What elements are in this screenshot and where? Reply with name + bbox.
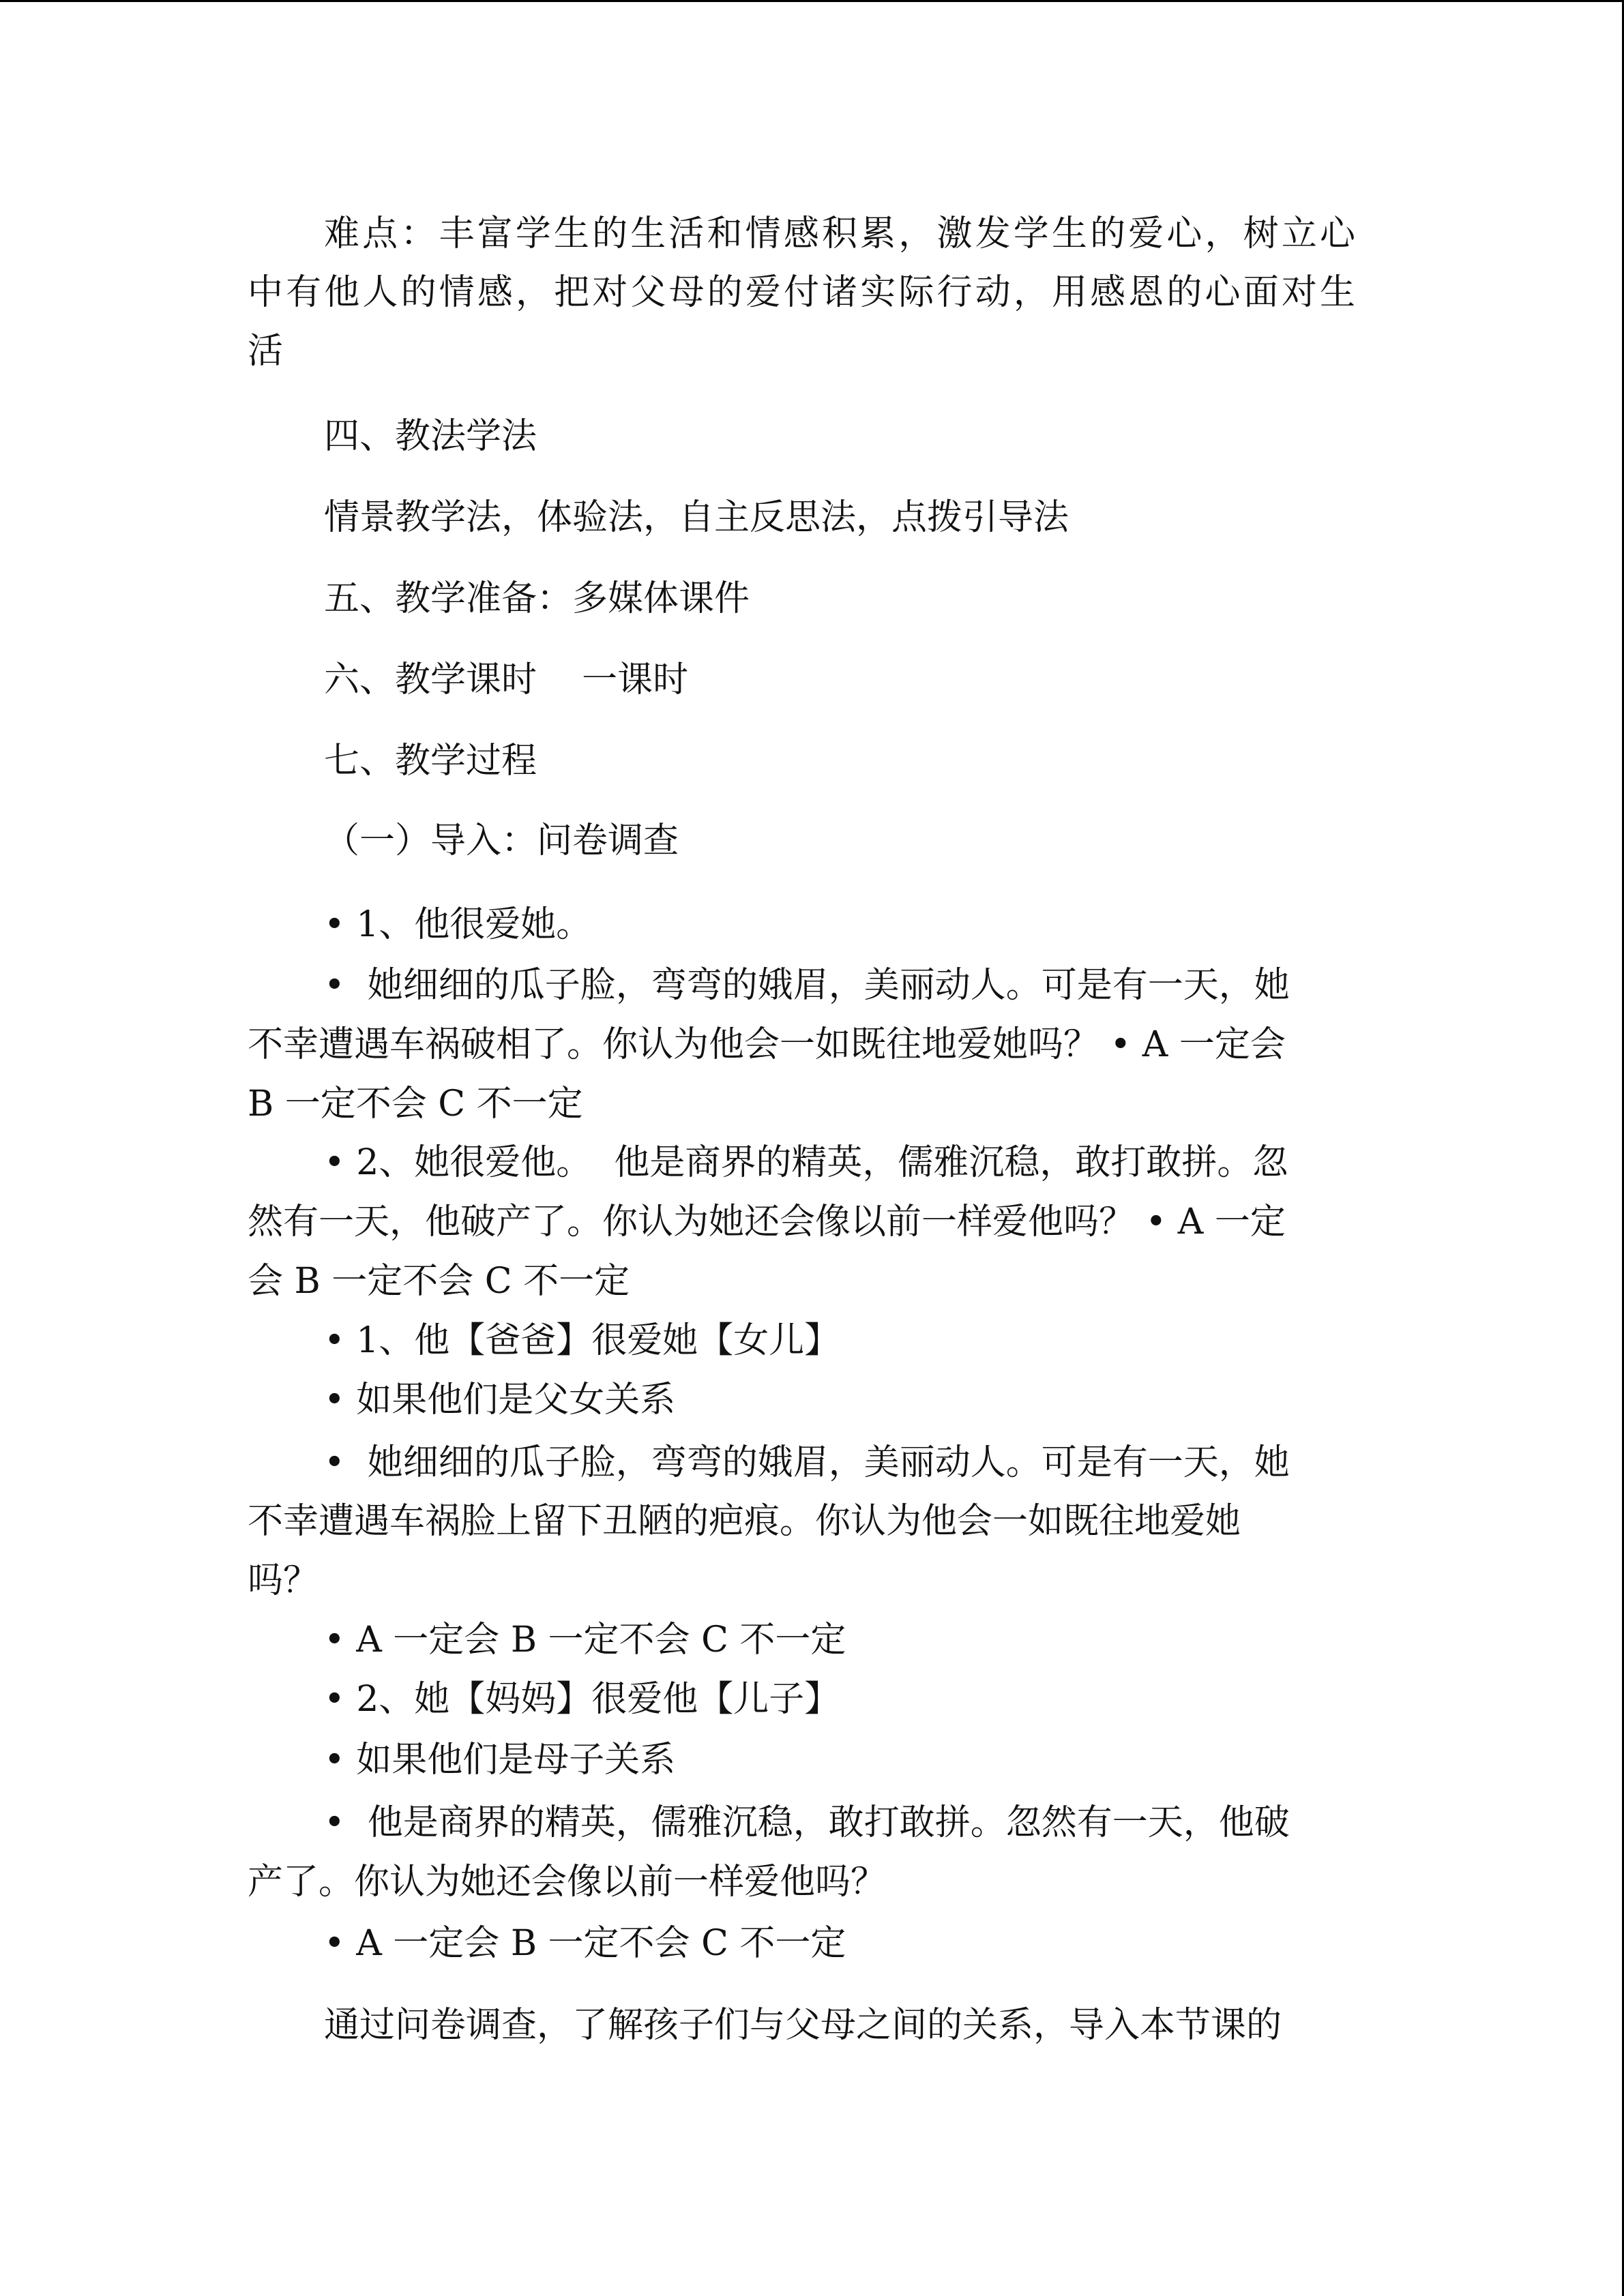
text-line: 情景教学法，体验法，自主反思法，点拨引导法 xyxy=(324,497,1069,538)
list-item: • 2、她【妈妈】很爱他【儿子】 xyxy=(324,1679,840,1720)
text-line: 产了。你认为她还会像以前一样爱他吗？ xyxy=(248,1862,887,1903)
list-item: • 他是商界的精英，儒雅沉稳，敢打敢拼。忽然有一天，他破 xyxy=(324,1802,1290,1843)
text-line: 会 B 一定不会 C 不一定 xyxy=(248,1261,630,1302)
list-item: • 如果他们是父女关系 xyxy=(324,1380,676,1420)
text-line: 中有他人的情感，把对父母的爱付诸实际行动，用感恩的心面对生 xyxy=(248,272,1359,313)
text-line: 不幸遭遇车祸破相了。你认为他会一如既往地爱她吗？ • A 一定会 xyxy=(248,1024,1286,1065)
section-heading: 四、教法学法 xyxy=(324,416,537,457)
list-item: • 1、他【爸爸】很爱她【女儿】 xyxy=(324,1320,840,1361)
list-item: • 1、他很爱她。 xyxy=(324,904,592,945)
list-item: • A 一定会 B 一定不会 C 不一定 xyxy=(324,1620,846,1660)
list-item: • 她细细的瓜子脸，弯弯的娥眉，美丽动人。可是有一天，她 xyxy=(324,965,1290,1006)
text-line: 然有一天，他破产了。你认为她还会像以前一样爱他吗？ • A 一定 xyxy=(248,1202,1286,1242)
section-heading: 五、教学准备：多媒体课件 xyxy=(324,578,750,619)
text-line: 不幸遭遇车祸脸上留下丑陋的疤痕。你认为他会一如既往地爱她 xyxy=(248,1501,1241,1542)
text-line: 吗？ xyxy=(248,1560,319,1601)
section-heading: 六、教学课时 一课时 xyxy=(324,659,689,700)
section-heading: 七、教学过程 xyxy=(324,741,537,781)
list-item: • 她细细的瓜子脸，弯弯的娥眉，美丽动人。可是有一天，她 xyxy=(324,1442,1290,1483)
subsection-heading: （一）导入：问卷调查 xyxy=(324,820,679,861)
list-item: • A 一定会 B 一定不会 C 不一定 xyxy=(324,1923,846,1964)
text-line: 难点：丰富学生的生活和情感积累，激发学生的爱心，树立心 xyxy=(324,213,1359,254)
list-item: • 如果他们是母子关系 xyxy=(324,1740,676,1780)
list-item: • 2、她很爱他。 他是商界的精英，儒雅沉稳，敢打敢拼。忽 xyxy=(324,1142,1288,1183)
text-line: B 一定不会 C 不一定 xyxy=(248,1084,583,1124)
text-line: 通过问卷调查，了解孩子们与父母之间的关系，导入本节课的 xyxy=(324,2005,1282,2046)
text-line: 活 xyxy=(248,331,284,372)
